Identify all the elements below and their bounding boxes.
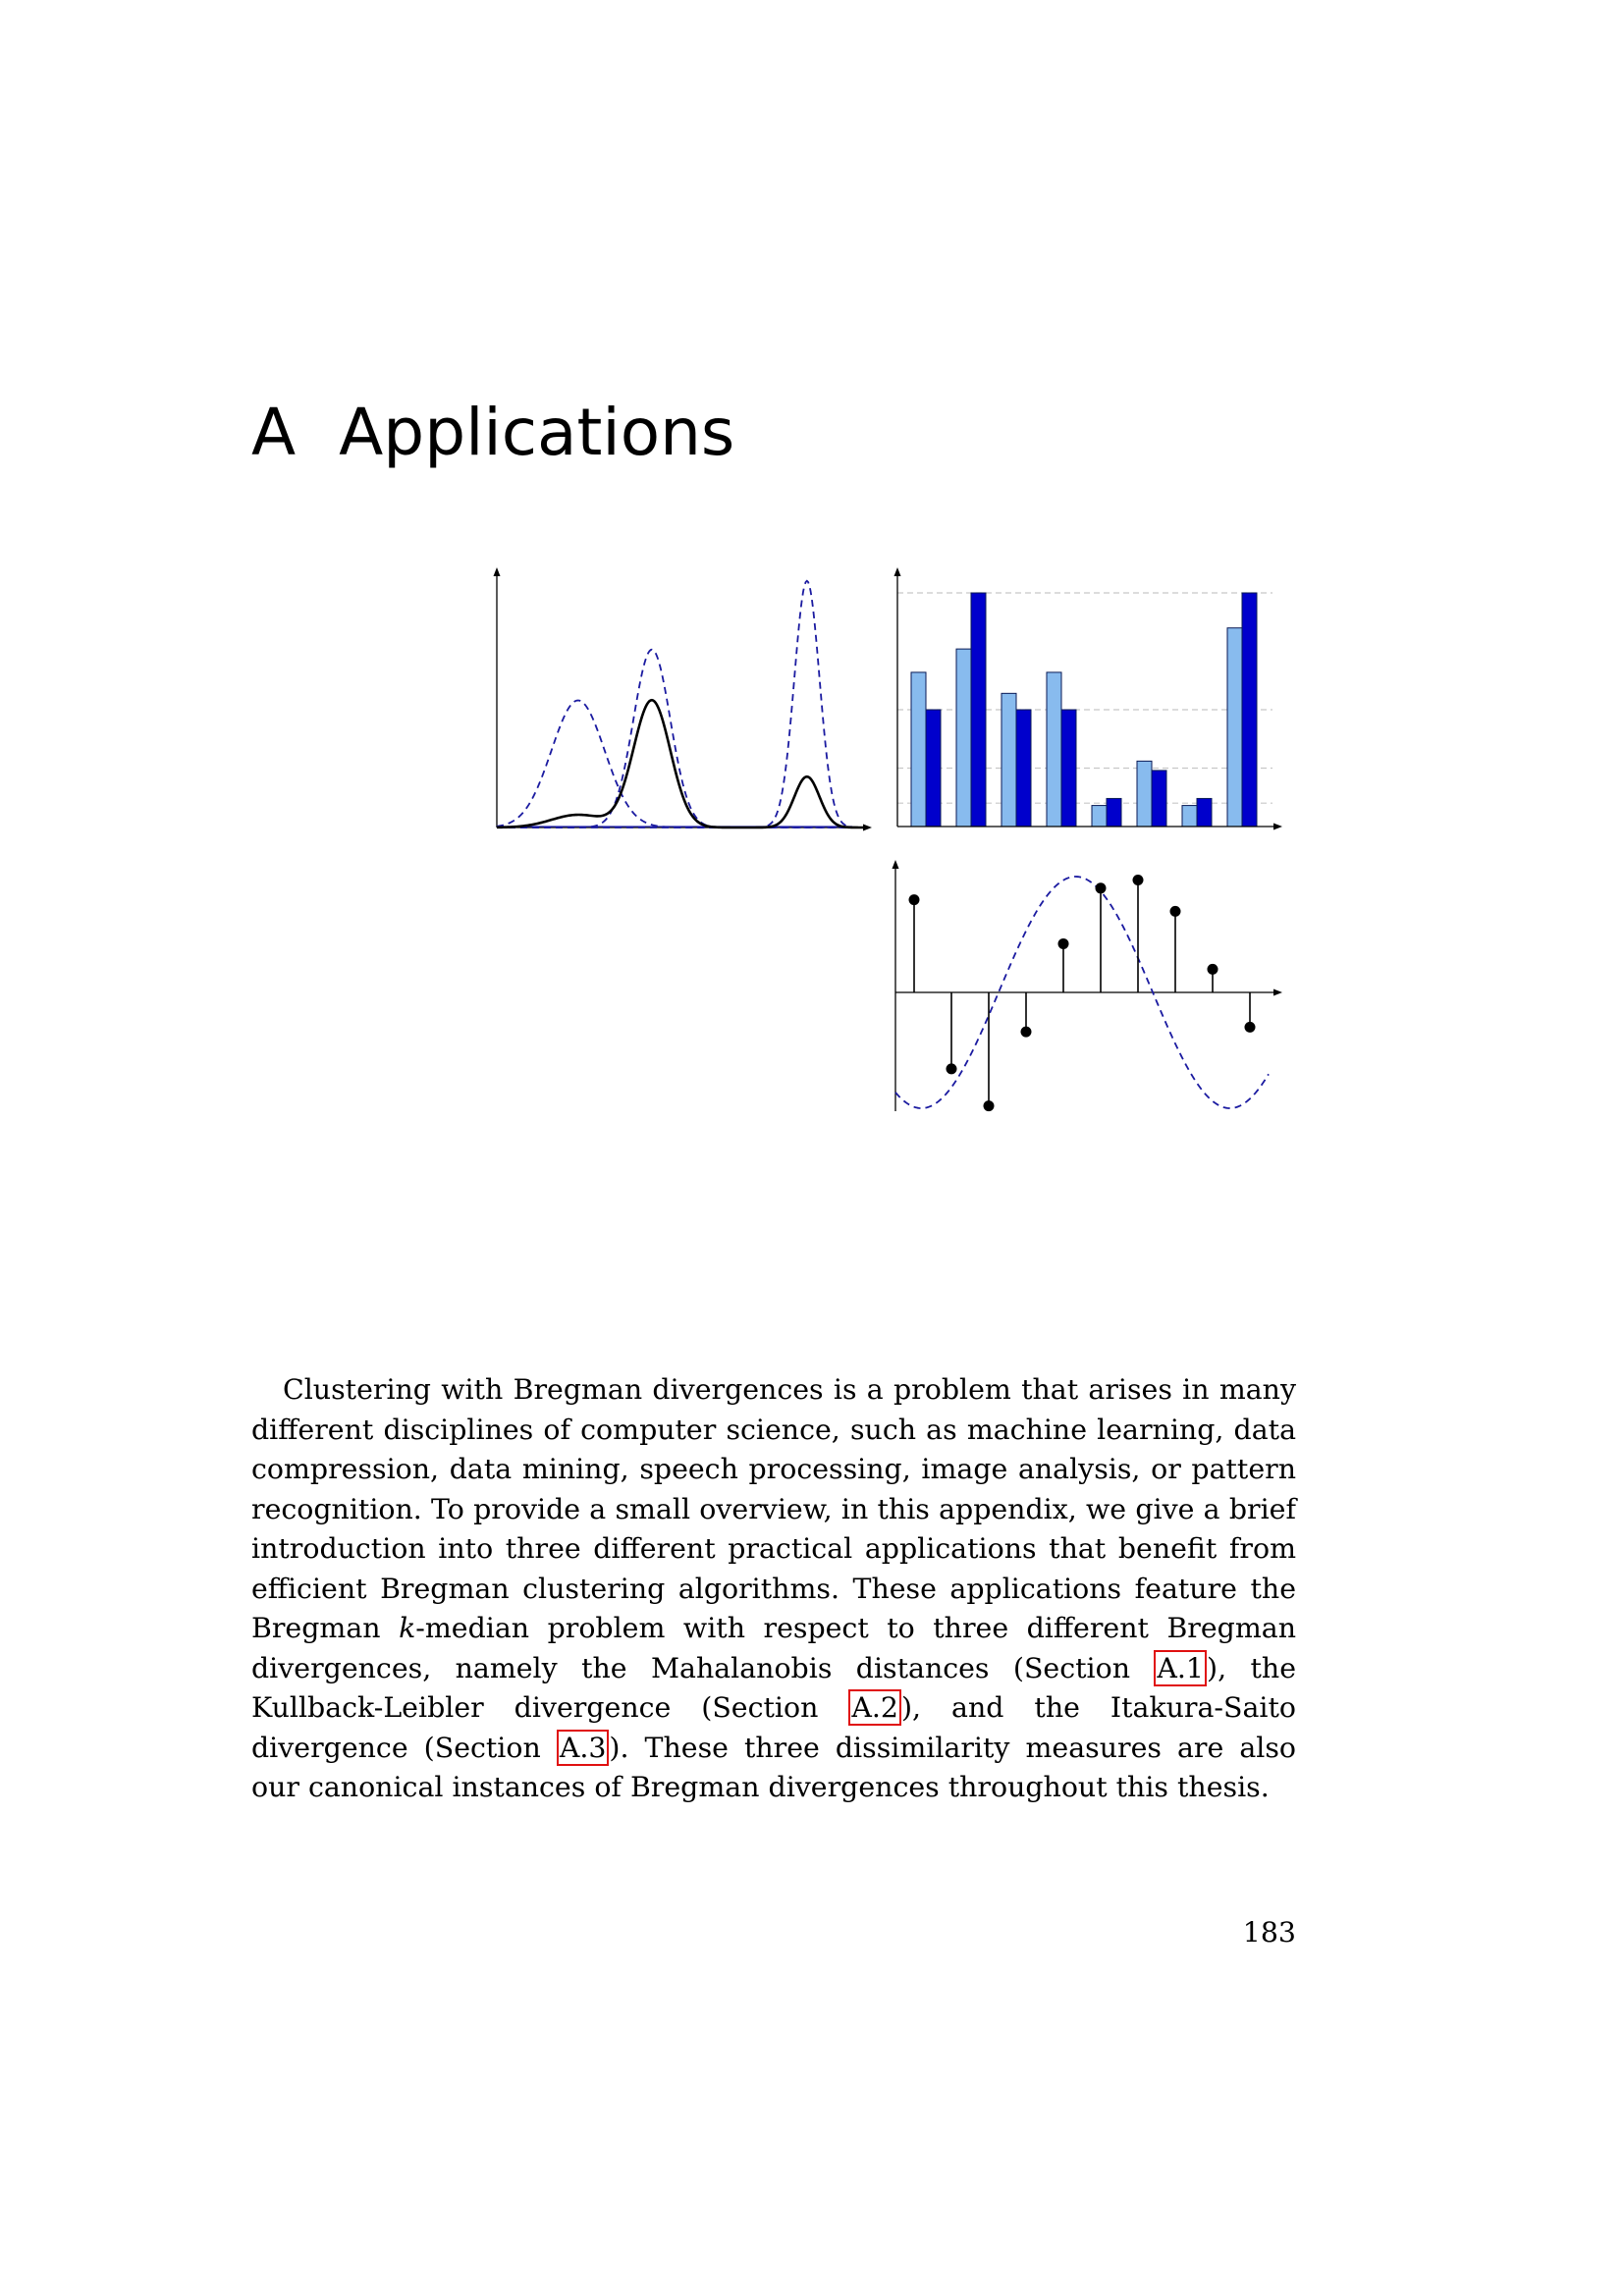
stem-point-3	[984, 1100, 995, 1111]
k-variable: k	[399, 1612, 416, 1644]
chapter-number: A	[251, 395, 297, 470]
bar-light-7	[1182, 806, 1197, 827]
bar-dark-1	[926, 710, 941, 827]
chapter-title-text: Applications	[339, 395, 735, 470]
bar-dark-2	[971, 593, 986, 827]
histogram-figure	[893, 567, 1286, 834]
stem-point-4	[1021, 1027, 1032, 1038]
bar-light-4	[1047, 672, 1061, 827]
body-text-3: ), the Kullback-Leibler divergence (Section	[251, 1651, 1296, 1724]
bar-dark-8	[1242, 593, 1257, 827]
bar-dark-3	[1016, 710, 1031, 827]
bar-light-8	[1227, 628, 1242, 827]
bar-dark-5	[1107, 798, 1121, 827]
stem-point-7	[1133, 875, 1144, 885]
stem-point-8	[1170, 906, 1181, 917]
bar-light-1	[911, 672, 926, 827]
bar-dark-7	[1197, 798, 1212, 827]
bar-light-2	[956, 649, 971, 827]
body-text-5: ). These three dissimilarity measures are also our canonical instances of Bregman divergences throughout this thesis.	[251, 1731, 1296, 1803]
section-link-a2[interactable]: A.2	[848, 1689, 901, 1726]
stem-point-2	[947, 1063, 957, 1074]
page-number: 183	[1242, 1916, 1296, 1949]
body-text-4: ), and the Itakura-Saito divergence (Section	[251, 1691, 1296, 1764]
stem-point-1	[909, 894, 920, 905]
gauss-curve-component-2	[497, 650, 866, 828]
gauss-curve-component-1	[497, 701, 866, 828]
gaussian-mixture-figure	[483, 567, 874, 834]
stem-y-axis-arrow	[893, 860, 899, 869]
section-link-a3[interactable]: A.3	[557, 1730, 610, 1766]
body-text-1: Clustering with Bregman divergences is a problem that arises in many different disciplines of computer science, such as machine learning, data compression, data mining, speech processing, image analysis, or pattern recognition. To provide a small overview, in this appendix, we give a brief introduction into three different practical applications that benefit from efficient Bregman clustering algorithms. These applications feature the Bregman	[251, 1373, 1296, 1644]
body-text-2: -median problem with respect to three different Bregman divergences, namely the Mahalanobis distances (Section	[251, 1612, 1296, 1684]
sampled-signal-figure	[893, 860, 1286, 1117]
stem-point-5	[1058, 938, 1069, 949]
stem-point-9	[1208, 964, 1218, 975]
gauss-curve-mixture	[497, 700, 866, 828]
section-link-a1[interactable]: A.1	[1154, 1650, 1207, 1686]
bar-dark-6	[1152, 771, 1166, 827]
stem-point-6	[1096, 882, 1107, 893]
bar-light-3	[1001, 693, 1016, 827]
bar-dark-4	[1061, 710, 1076, 827]
stem-point-10	[1245, 1022, 1256, 1033]
gauss-y-axis-arrow	[494, 567, 501, 576]
stem-x-axis-arrow	[1273, 989, 1282, 996]
bar-light-6	[1137, 761, 1152, 827]
body-paragraph	[251, 1370, 1296, 1808]
bar-x-axis-arrow	[1273, 824, 1282, 830]
bar-light-5	[1092, 806, 1107, 827]
chapter-title	[251, 395, 735, 470]
bar-y-axis-arrow	[894, 567, 901, 576]
